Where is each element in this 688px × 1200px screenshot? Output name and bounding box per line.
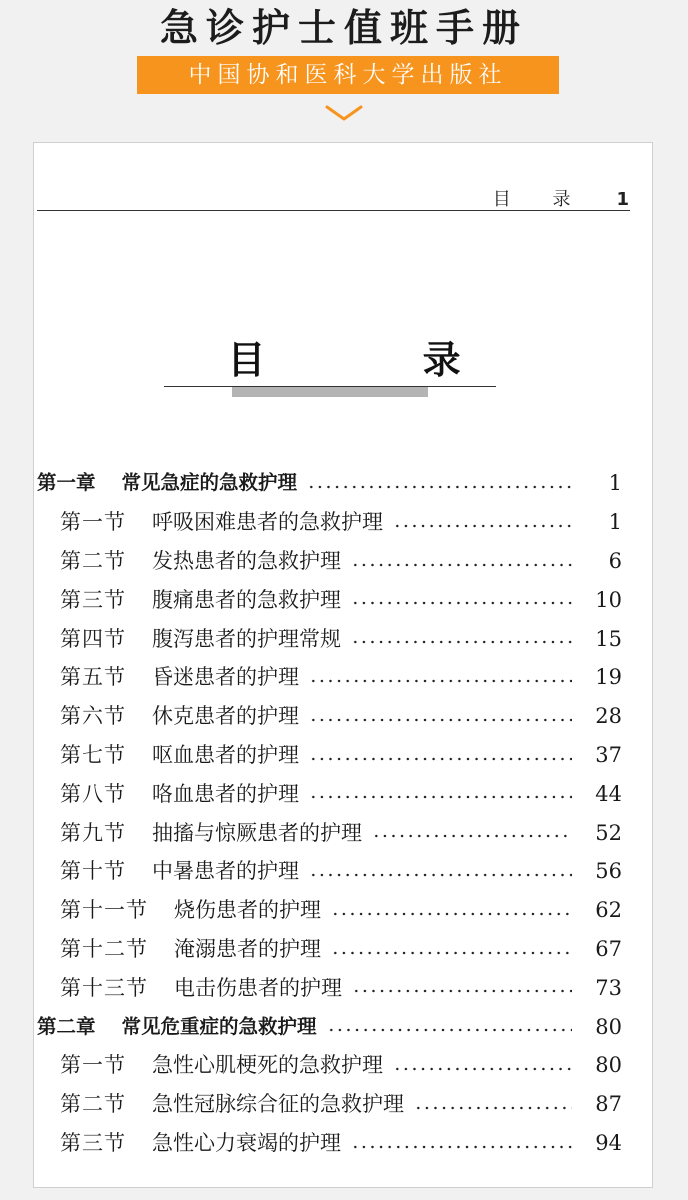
toc-entry-page-number: 15 (595, 626, 622, 651)
toc-dot-leader (327, 1015, 572, 1039)
toc-dot-leader (351, 1131, 572, 1155)
toc-dot-leader (414, 1092, 572, 1116)
toc-section-entry[interactable] (34, 1124, 654, 1163)
toc-section-entry[interactable] (34, 542, 654, 581)
toc-entry-title: 呕血患者的护理 (152, 742, 299, 767)
toc-section-entry[interactable] (34, 813, 654, 852)
toc-entry-label: 第三节 (60, 1130, 126, 1155)
toc-entry-page-number: 67 (595, 936, 622, 961)
toc-entry-page-number: 6 (608, 548, 622, 573)
toc-entry-page-number: 28 (595, 704, 622, 729)
toc-entry-label: 第三节 (60, 587, 126, 612)
toc-section-entry[interactable] (34, 1046, 654, 1085)
toc-entry-page-number: 1 (608, 510, 622, 535)
book-page (33, 142, 653, 1188)
toc-section-entry[interactable] (34, 930, 654, 969)
toc-entry-title: 呼吸困难患者的急救护理 (152, 510, 383, 535)
toc-entry-label: 第八节 (60, 781, 126, 806)
toc-dot-leader (331, 937, 572, 961)
toc-section-entry[interactable] (34, 580, 654, 619)
toc-dot-leader (393, 510, 572, 534)
toc-section-entry[interactable] (34, 1085, 654, 1124)
toc-entry-title: 发热患者的急救护理 (152, 548, 341, 573)
running-head-page-number: 1 (616, 189, 630, 210)
toc-dot-leader (393, 1053, 572, 1077)
chevron-down-icon (324, 102, 364, 124)
header-divider (37, 210, 630, 211)
toc-entry-title: 常见急症的急救护理 (121, 471, 298, 495)
toc-entry-label: 第十三节 (60, 975, 148, 1000)
toc-entry-title: 咯血患者的护理 (152, 781, 299, 806)
toc-section-entry[interactable] (34, 658, 654, 697)
toc-entry-title: 中暑患者的护理 (152, 859, 299, 884)
toc-entry-page-number: 19 (595, 665, 622, 690)
toc-entry-page-number: 80 (595, 1053, 622, 1078)
toc-dot-leader (351, 549, 572, 573)
toc-entry-title: 抽搐与惊厥患者的护理 (152, 820, 362, 845)
toc-entry-label: 第四节 (60, 626, 126, 651)
toc-entry-label: 第一节 (60, 510, 126, 535)
toc-entry-label: 第二节 (60, 548, 126, 573)
toc-dot-leader (309, 782, 572, 806)
toc-entry-page-number: 62 (595, 898, 622, 923)
toc-entry-page-number: 52 (595, 820, 622, 845)
toc-dot-leader (309, 743, 572, 767)
toc-section-entry[interactable] (34, 619, 654, 658)
toc-dot-leader (307, 471, 572, 495)
toc-dot-leader (352, 976, 572, 1000)
toc-entry-label: 第五节 (60, 665, 126, 690)
toc-entry-label: 第一章 (37, 471, 96, 495)
toc-entry-title: 常见危重症的急救护理 (121, 1014, 317, 1038)
toc-entry-page-number: 73 (595, 975, 622, 1000)
toc-dot-leader (351, 588, 572, 612)
toc-entry-label: 第九节 (60, 820, 126, 845)
toc-entry-label: 第七节 (60, 742, 126, 767)
toc-chapter-entry[interactable] (34, 1007, 654, 1046)
toc-entry-page-number: 44 (595, 781, 622, 806)
book-title: 急诊护士值班手册 (159, 6, 528, 50)
toc-section-entry[interactable] (34, 852, 654, 891)
toc-section-entry[interactable] (34, 697, 654, 736)
toc-entry-title: 急性心肌梗死的急救护理 (152, 1053, 383, 1078)
publisher-banner: 中国协和医科大学出版社 (137, 56, 559, 94)
toc-entry-label: 第六节 (60, 704, 126, 729)
toc-dot-leader (309, 665, 572, 689)
toc-entry-label: 第十一节 (60, 898, 148, 923)
toc-entry-page-number: 37 (595, 742, 622, 767)
toc-entry-title: 腹泻患者的护理常规 (152, 626, 341, 651)
toc-entry-title: 烧伤患者的护理 (174, 898, 321, 923)
toc-entry-label: 第二节 (60, 1092, 126, 1117)
toc-entry-title: 腹痛患者的急救护理 (152, 587, 341, 612)
toc-section-entry[interactable] (34, 968, 654, 1007)
toc-entry-title: 昏迷患者的护理 (152, 665, 299, 690)
toc-entry-label: 第一节 (60, 1053, 126, 1078)
toc-entry-title: 急性心力衰竭的护理 (152, 1130, 341, 1155)
toc-entry-title: 电击伤患者的护理 (174, 975, 342, 1000)
toc-chapter-entry[interactable] (34, 464, 654, 503)
toc-heading: 目 录 (227, 337, 533, 382)
toc-section-entry[interactable] (34, 891, 654, 930)
toc-entry-title: 急性冠脉综合征的急救护理 (152, 1092, 404, 1117)
toc-dot-leader (309, 859, 572, 883)
toc-section-entry[interactable] (34, 736, 654, 775)
toc-entry-label: 第十节 (60, 859, 126, 884)
toc-entry-label: 第二章 (37, 1014, 96, 1038)
toc-section-entry[interactable] (34, 503, 654, 542)
toc-dot-leader (351, 627, 572, 651)
toc-dot-leader (309, 704, 572, 728)
toc-entry-page-number: 10 (595, 587, 622, 612)
toc-entry-page-number: 87 (595, 1092, 622, 1117)
toc-entry-page-number: 80 (595, 1014, 622, 1039)
toc-entry-title: 淹溺患者的护理 (174, 936, 321, 961)
toc-entry-label: 第十二节 (60, 936, 148, 961)
toc-dot-leader (372, 821, 572, 845)
running-head-title: 目 录 (492, 189, 589, 210)
running-head (493, 185, 630, 211)
toc-entry-title: 休克患者的护理 (152, 704, 299, 729)
toc-dot-leader (331, 898, 572, 922)
heading-underbar (232, 387, 428, 397)
toc-entry-page-number: 1 (608, 471, 622, 496)
toc-section-entry[interactable] (34, 774, 654, 813)
toc-list (34, 464, 654, 1162)
toc-entry-page-number: 94 (595, 1130, 622, 1155)
toc-entry-page-number: 56 (595, 859, 622, 884)
